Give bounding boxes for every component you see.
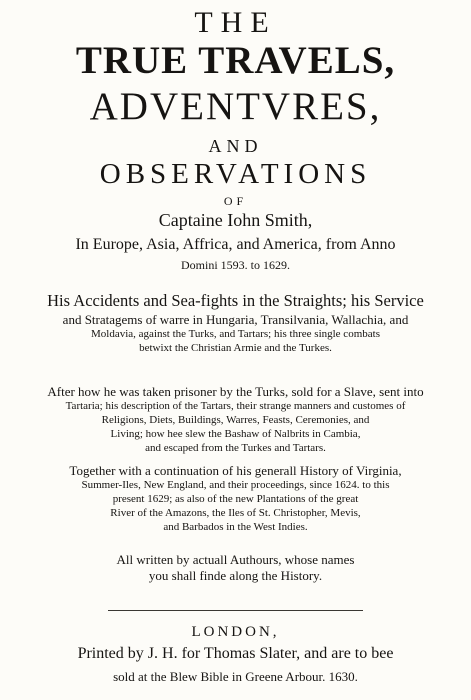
divider-rule — [108, 610, 363, 611]
paragraph-line: Together with a continuation of his generall History of Virginia, — [69, 463, 402, 478]
paragraph-line: and Stratagems of warre in Hungaria, Transilvania, Wallachia, and — [62, 311, 409, 327]
paragraph-line: Religions, Diets, Buildings, Warres, Feasts, Ceremonies, and — [101, 414, 370, 426]
title-line-true-travels: TRUE TRAVELS, — [75, 39, 396, 82]
title-line-and: AND — [208, 136, 263, 156]
title-line-of: OF — [223, 194, 248, 208]
paragraph-line: you shall finde along the History. — [148, 568, 323, 584]
paragraph-line: and Barbados in the West Indies. — [163, 520, 308, 533]
authours-paragraph — [20, 552, 451, 585]
title-line-the: THE — [194, 6, 277, 39]
author-line: Captaine Iohn Smith, — [158, 210, 313, 230]
paragraph-line: Tartaria; his description of the Tartars, their strange manners and customes of — [65, 400, 406, 413]
captivity-paragraph — [20, 384, 451, 455]
paragraph-line: All written by actuall Authours, whose names — [116, 552, 355, 567]
paragraph-line: River of the Amazons, the Iles of St. Christopher, Mevis, — [110, 506, 361, 519]
continents-line: In Europe, Asia, Affrica, and America, from Anno — [75, 236, 396, 253]
accidents-paragraph — [20, 291, 451, 355]
paragraph-line: After how he was taken prisoner by the Turks, sold for a Slave, sent into — [47, 384, 424, 399]
paragraph-line: betwixt the Christian Armie and the Turkes. — [139, 341, 332, 354]
paragraph-line: His Accidents and Sea-fights in the Straights; his Service — [47, 291, 424, 310]
imprint-city: LONDON, — [191, 624, 280, 640]
paragraph-line: Living; how hee slew the Bashaw of Nalbrits in Cambia, — [110, 427, 361, 440]
paragraph-line: Summer-Iles, New England, and their proceedings, since 1624. to this — [81, 479, 390, 492]
title-line-observations: OBSERVATIONS — [99, 158, 372, 190]
paragraph-line: and escaped from the Turkes and Tartars. — [145, 441, 326, 454]
imprint-printer: Printed by J. H. for Thomas Slater, and are to bee — [77, 645, 394, 662]
date-range-line: Domini 1593. to 1629. — [180, 258, 290, 272]
continuation-paragraph — [20, 463, 451, 534]
title-line-adventures: ADVENTVRES, — [89, 85, 382, 128]
imprint-seller: sold at the Blew Bible in Greene Arbour. 1630. — [113, 669, 358, 684]
paragraph-line: present 1629; as also of the new Plantations of the great — [112, 493, 359, 505]
paragraph-line: Moldavia, against the Turks, and Tartars; his three single combats — [91, 327, 380, 340]
